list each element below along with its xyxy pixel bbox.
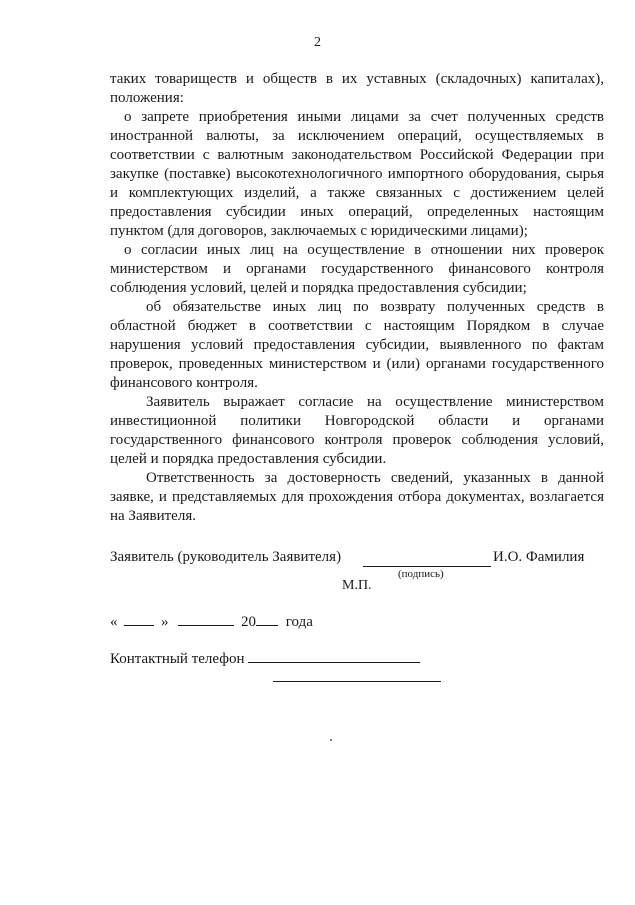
paragraph-inspection-consent: о согласии иных лиц на осуществление в отношении них проверок министерством и органами государственного финансового контроля соблюдения условий, целей и порядка предоставления субсидии; xyxy=(110,242,604,296)
date-suffix: года xyxy=(285,614,313,630)
date-row xyxy=(110,611,313,631)
month-blank[interactable] xyxy=(178,611,234,626)
year-prefix: 20 xyxy=(241,614,256,630)
contact-label: Контактный телефон xyxy=(110,651,245,667)
closing-rule xyxy=(273,681,441,682)
paragraph-currency-ban: о запрете приобретения иными лицами за счет полученных средств иностранной валюты, за исключением операций, осуществляемых в соответствии с валютным законодательством Российской Федерации при закупке (поставке) высокотехнологичного импортного оборудования, сырья и комплектующих изделий, а также связанных с достижением целей предоставления субсидии иных операций, определенных настоящим пунктом (для договоров, заключаемых с юридическими лицами); xyxy=(110,109,604,239)
scan-speck xyxy=(330,739,332,741)
stamp-placeholder: М.П. xyxy=(342,578,372,593)
date-close-quote: » xyxy=(161,614,169,630)
signature-line[interactable] xyxy=(363,566,491,567)
page-number: 2 xyxy=(314,35,321,50)
contact-phone-blank[interactable] xyxy=(248,648,420,663)
paragraph-refund-obligation: об обязательстве иных лиц по возврату полученных средств в областной бюджет в соответствии с настоящим Порядком в случае нарушения условий предоставления субсидии, выявленного по фактам проверок, проведенных министерством и (или) органами государственного финансового контроля. xyxy=(110,299,604,391)
signature-row xyxy=(110,549,604,571)
paragraph-responsibility: Ответственность за достоверность сведений, указанных в данной заявке, и представляемых для прохождения отбора документах, возлагается на Заявителя. xyxy=(110,470,604,524)
date-open-quote: « xyxy=(110,614,118,630)
year-blank[interactable] xyxy=(256,611,278,626)
signature-caption: (подпись) xyxy=(398,568,444,580)
contact-row xyxy=(110,648,420,668)
document-body xyxy=(110,70,604,526)
signatory-name: И.О. Фамилия xyxy=(493,549,585,565)
day-blank[interactable] xyxy=(124,611,154,626)
signature-label: Заявитель (руководитель Заявителя) xyxy=(110,549,342,565)
paragraph-continuation: таких товариществ и обществ в их уставных (складочных) капиталах), положения: xyxy=(110,71,604,106)
paragraph-applicant-consent: Заявитель выражает согласие на осуществление министерством инвестиционной политики Новгородской области и органами государственного финансового контроля проверок соблюдения условий, целей и порядка предоставления субсидии. xyxy=(110,394,604,467)
